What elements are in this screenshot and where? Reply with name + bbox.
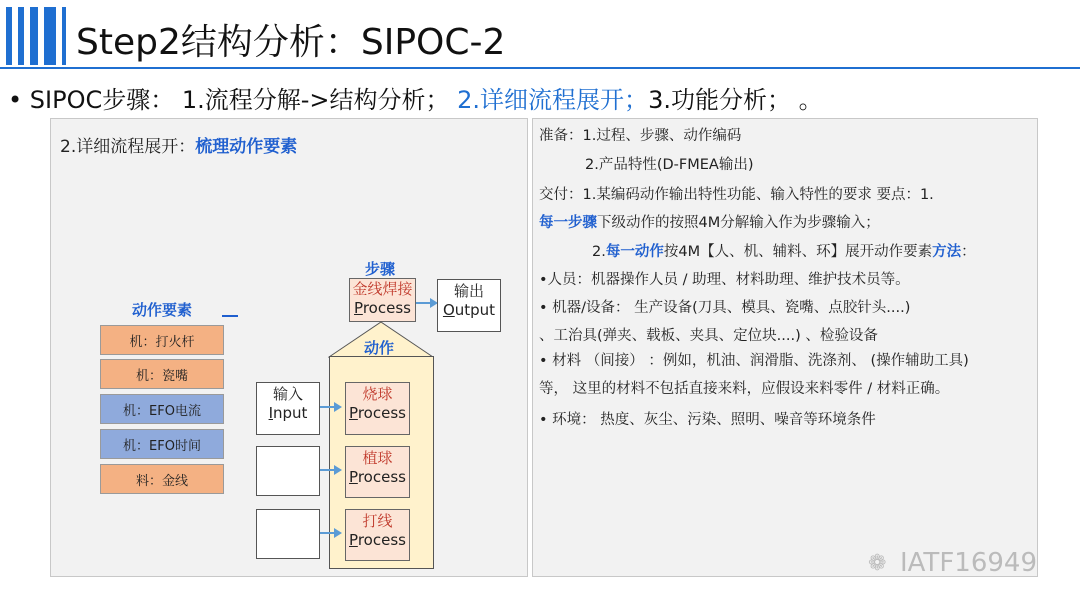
input-label: 输入: [272, 385, 303, 403]
prep-line-2: 2.产品特性(D-FMEA输出): [585, 157, 754, 173]
machine-line: • 机器/设备： 生产设备(刀具、模具、瓷嘴、点胶针头....): [539, 300, 911, 316]
step-process-box: [349, 278, 416, 322]
watermark-text: IATF16949: [900, 548, 1037, 578]
input-box-empty-2: [256, 509, 320, 559]
action-name-2: 植球: [362, 449, 393, 467]
material-note-line: 等， 这里的材料不包括直接来料，应假设来料零件 / 材料正确。: [539, 381, 950, 397]
prep-line-1: 准备：1.过程、步骤、动作编码: [539, 128, 742, 144]
title-underline: [0, 67, 1080, 69]
action-process-2: [345, 446, 410, 498]
title-bar-stripe-5: [62, 7, 66, 65]
input-arrowhead-1: [334, 402, 342, 412]
bullet-mark: •: [8, 86, 23, 114]
step-process-label: Process: [354, 299, 411, 317]
delivery-line: 交付：1.某编码动作输出特性功能、输入特性的要求 要点：1.: [539, 187, 934, 203]
title-bar-stripe-4: [44, 7, 56, 65]
step-name: 金线焊接: [352, 280, 413, 298]
action-process-3: [345, 509, 410, 561]
input-box-empty-1: [256, 446, 320, 496]
step-title: 步骤: [365, 260, 396, 278]
output-sub: Output: [442, 301, 496, 319]
input-arrowhead-2: [334, 465, 342, 475]
action-process-label-2: Process: [349, 468, 406, 486]
element-box-5: 料：金线: [100, 464, 224, 494]
each-action-line: 2.每一动作按4M【人、机、辅料、环】展开动作要素方法：: [592, 244, 976, 260]
action-name-3: 打线: [362, 512, 393, 530]
heading-bold: 梳理动作要素: [195, 137, 298, 157]
output-box: [437, 279, 501, 332]
sipoc-steps-bullet: [8, 80, 823, 115]
action-elements-title: 动作要素: [132, 301, 193, 319]
title-bar-stripe-3: [30, 7, 38, 65]
bullet-suffix: 3.功能分析； 。: [648, 86, 823, 114]
action-label: 动作: [364, 339, 395, 357]
wechat-icon: ❁: [868, 551, 887, 576]
heading-plain: 2.详细流程展开：: [60, 137, 196, 157]
element-box-1: 机：打火杆: [100, 325, 224, 355]
title-bar-stripe-1: [6, 7, 12, 65]
input-sub: Input: [268, 404, 308, 422]
output-label: 输出: [453, 282, 484, 300]
tooling-line: 、工治具(弹夹、载板、夹具、定位块....) 、检验设备: [539, 328, 878, 344]
input-arrowhead-3: [334, 528, 342, 538]
left-panel-heading: [60, 132, 297, 157]
action-process-label-3: Process: [349, 531, 406, 549]
elements-connector-dash: [222, 315, 238, 317]
each-step-line: 每一步骤下级动作的按照4M分解输入作为步骤输入；: [539, 215, 880, 231]
element-box-3: 机：EFO电流: [100, 394, 224, 424]
action-name-1: 烧球: [362, 385, 393, 403]
action-process-1: [345, 382, 410, 435]
environment-line: • 环境： 热度、灰尘、污染、照明、噪音等环境条件: [539, 412, 876, 428]
personnel-line: •人员：机器操作人员 / 助理、材料助理、维护技术员等。: [539, 272, 910, 288]
slide-title: Step2结构分析：SIPOC-2: [76, 22, 506, 63]
bullet-prefix: SIPOC步骤： 1.流程分解->结构分析；: [22, 86, 458, 114]
element-box-4: 机：EFO时间: [100, 429, 224, 459]
action-process-label-1: Process: [349, 404, 406, 422]
bullet-highlight: 2.详细流程展开；: [457, 86, 649, 114]
input-box: [256, 382, 320, 435]
material-line: • 材料 （间接） ：例如，机油、润滑脂、洗涤剂、 (操作辅助工具): [539, 353, 969, 369]
title-bar-stripe-2: [18, 7, 24, 65]
element-box-2: 机：瓷嘴: [100, 359, 224, 389]
